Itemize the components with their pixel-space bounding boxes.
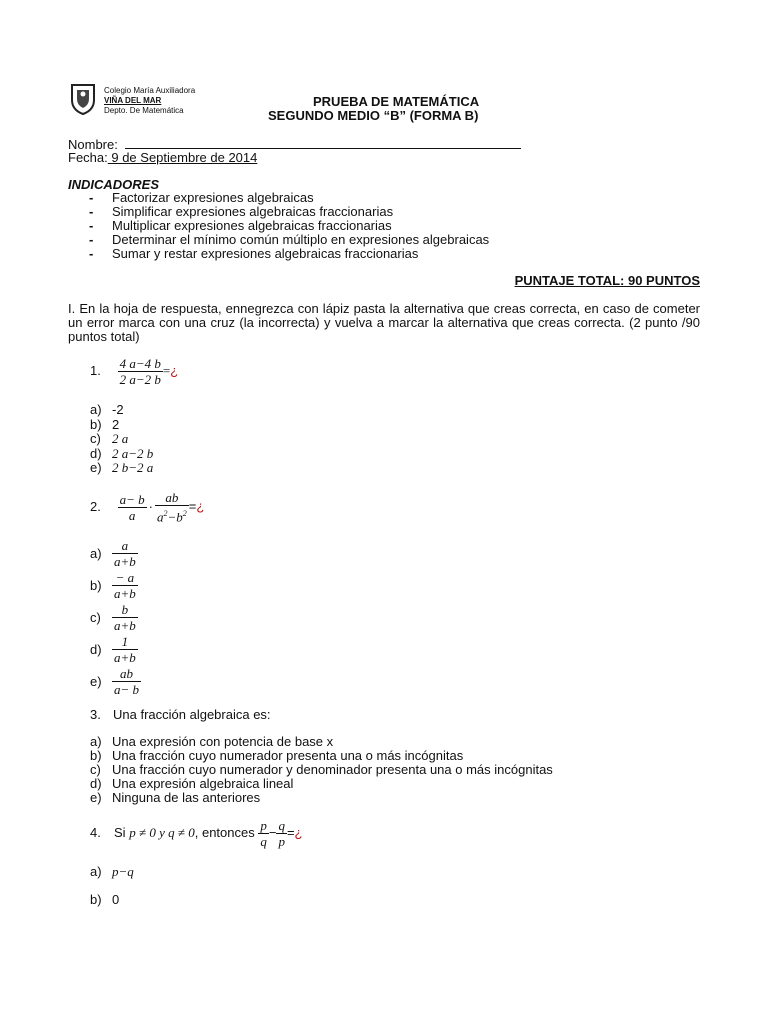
indicator-item: - Simplificar expresiones algebraicas fraccionarias — [89, 204, 394, 219]
q4-condition: p ≠ 0 y q ≠ 0 — [129, 824, 195, 840]
option-b[interactable]: b) 2 — [90, 416, 120, 432]
option-c[interactable]: c) Una fracción cuyo numerador y denominador presenta una o más incógnitas — [90, 762, 553, 777]
question-number: 1. — [90, 362, 101, 378]
q1-options — [90, 403, 153, 476]
instructions: I. En la hoja de respuesta, ennegrezca con lápiz pasta la alternativa que creas correcta, en caso de cometer un error marca con una cruz (la incorrecta) y vuelva a marcar la alternativa que creas correcta. (2 punto /90 puntos total) — [68, 301, 700, 344]
indicator-item: - Sumar y restar expresiones algebraicas fraccionarias — [89, 246, 419, 261]
option-b[interactable]: b) Una fracción cuyo numerador presenta una o más incógnitas — [90, 748, 464, 763]
option-e[interactable]: e) 2 b−2 a — [90, 460, 154, 475]
option-e[interactable]: e) $\frac{ab}{a- b}$ — [90, 666, 140, 697]
option-c[interactable]: c) 2 a — [90, 431, 129, 446]
question-number: 2. — [90, 498, 101, 514]
question-mark: ¿ — [170, 362, 179, 378]
exam-subtitle: SEGUNDO MEDIO “B” (FORMA B) — [268, 108, 479, 123]
question-number: 3. — [90, 707, 101, 722]
question-1 — [90, 356, 178, 387]
option-e[interactable]: e) Ninguna de las anteriores — [90, 790, 261, 805]
name-line[interactable] — [125, 136, 521, 149]
school-line-1: Colegio María Auxiliadora — [104, 86, 196, 95]
q4-fraction-1: $\frac{p}{q}$ — [260, 818, 267, 849]
school-line-2: VIÑA DEL MAR — [104, 96, 162, 105]
minus-sign: − — [268, 824, 277, 840]
option-c[interactable]: c) $\frac{b}{a+b}$ — [90, 602, 136, 633]
question-mark: ¿ — [196, 498, 205, 514]
indicators-list — [89, 191, 489, 261]
exam-title: PRUEBA DE MATEMÁTICA — [313, 94, 480, 109]
q1-fraction — [118, 356, 163, 387]
q2-fraction-2: $\frac{ab}{a^2-b^2}$ — [157, 490, 187, 525]
question-text-2: , entonces — [194, 824, 255, 840]
school-name — [104, 86, 195, 116]
question-text: Una fracción algebraica es: — [113, 707, 271, 722]
question-3 — [90, 707, 271, 722]
date-value: 9 de Septiembre de 2014 — [107, 150, 258, 165]
q2-options — [90, 538, 141, 698]
equals-sign: = — [162, 362, 171, 378]
school-crest-icon — [68, 82, 98, 116]
option-a[interactable]: a) -2 — [90, 402, 124, 417]
q1-denominator: 2 a−2 b — [119, 372, 161, 387]
indicator-item: - Factorizar expresiones algebraicas — [89, 190, 314, 205]
q4-fraction-2: $\frac{q}{p}$ — [278, 818, 285, 849]
school-logo — [68, 82, 98, 116]
q3-options — [90, 735, 553, 805]
option-d[interactable]: d) 2 a−2 b — [90, 445, 154, 461]
date-field — [68, 150, 257, 165]
equals-sign: = — [286, 824, 295, 840]
name-label: Nombre: — [68, 137, 118, 152]
indicators-heading: INDICADORES — [68, 177, 160, 192]
option-b[interactable]: b) 0 — [90, 892, 120, 907]
question-text: Si — [114, 824, 126, 840]
q2-fraction-1: $\frac{a- b}{a}$ — [119, 491, 145, 523]
q4-options — [90, 864, 134, 907]
indicator-item: - Multiplicar expresiones algebraicas fraccionarias — [89, 218, 392, 233]
question-mark: ¿ — [294, 824, 303, 840]
option-b[interactable]: b) $\frac{- a}{a+b}$ — [90, 570, 136, 601]
dot-operator: · — [148, 498, 153, 514]
option-a[interactable]: a) Una expresión con potencia de base x — [90, 734, 334, 749]
equals-sign: = — [188, 498, 197, 514]
school-line-3: Depto. De Matemática — [104, 106, 184, 115]
option-d[interactable]: d) $\frac{1}{a+b}$ — [90, 634, 136, 665]
question-number: 4. — [90, 824, 101, 840]
score-total: PUNTAJE TOTAL: 90 PUNTOS — [514, 273, 700, 288]
indicator-item: - Determinar el mínimo común múltiplo en expresiones algebraicas — [89, 232, 490, 247]
date-label: Fecha: — [68, 150, 108, 165]
question-2 — [90, 490, 204, 524]
option-d[interactable]: d) Una expresión algebraica lineal — [90, 776, 294, 791]
option-a[interactable]: a) $\frac{a}{a+b}$ — [90, 538, 136, 569]
option-a[interactable]: a) p−q — [90, 864, 134, 879]
question-4 — [90, 818, 303, 849]
q1-numerator: 4 a−4 b — [119, 356, 161, 371]
